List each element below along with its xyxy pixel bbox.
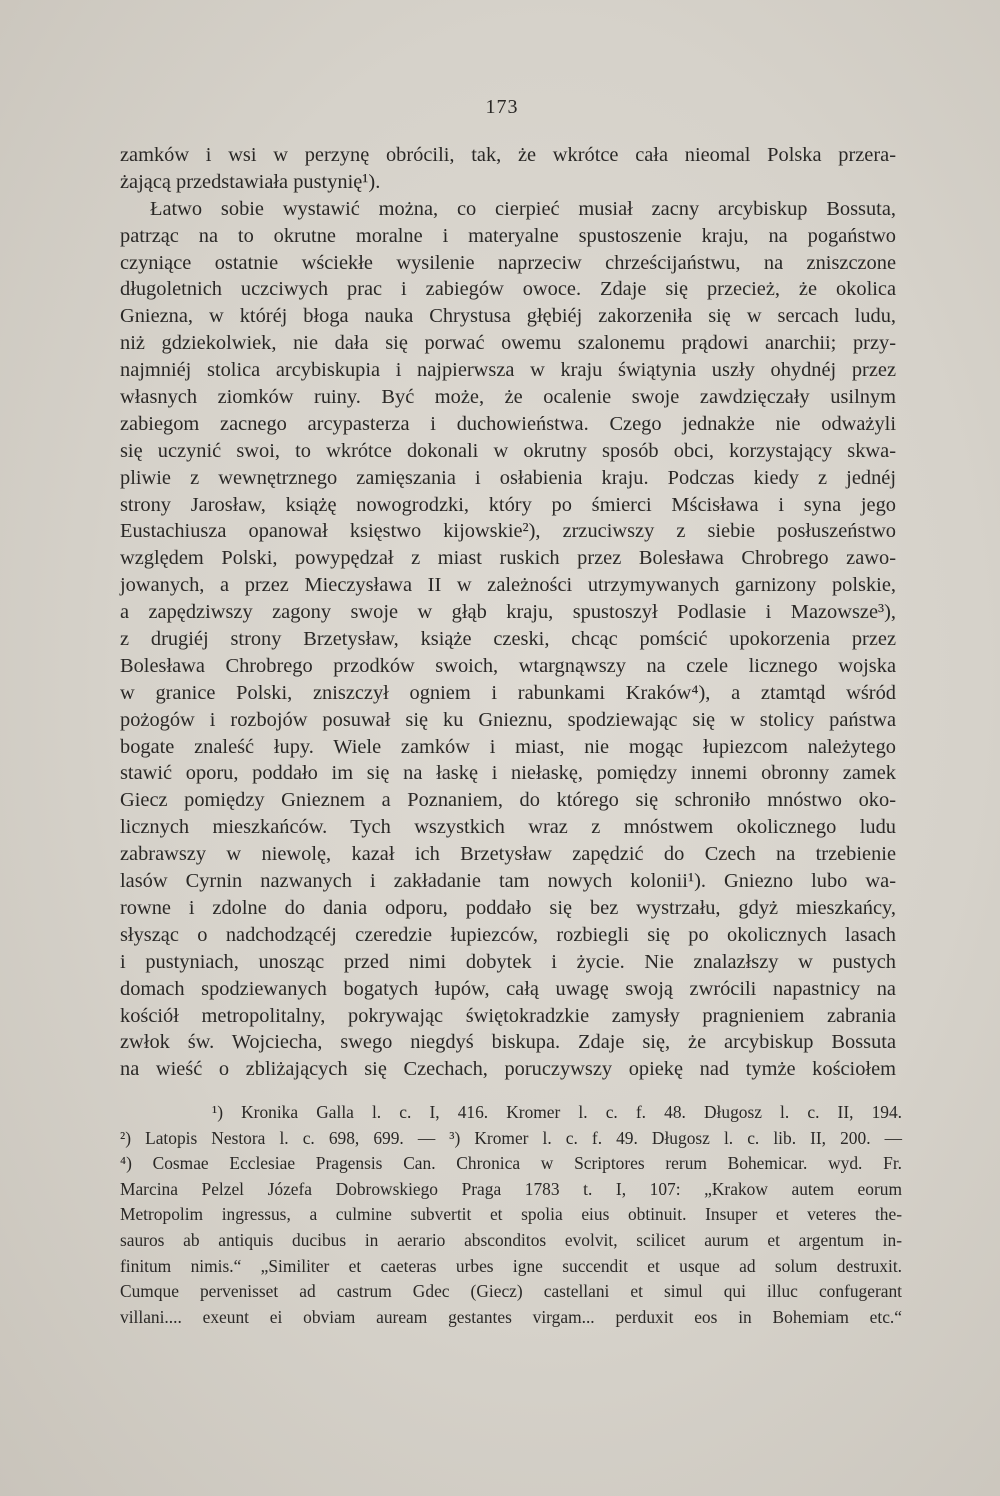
text-line: strony Jarosław, książę nowogrodzki, który po śmierci Mścisława i syna jego [120, 493, 896, 516]
text-line: bogate znaleść łupy. Wiele zamków i miast, nie mogąc łupiezcom należytego [120, 735, 896, 758]
text-line: Eustachiusza opanował księstwo kijowskie²), zrzuciwszy z siebie posłuszeństwo [120, 520, 896, 543]
footnote-line: Cumque pervenisset ad castrum Gdec (Giecz) castellani et simul qui illuc confugerant [120, 1281, 902, 1302]
text-line: Bolesława Chrobrego przodków swoich, wtargnąwszy na czele licznego wojska [120, 654, 896, 677]
text-line: żającą przedstawiała pustynię¹). [120, 170, 381, 193]
footnote-line: Metropolim ingressus, a culmine subvertit et spolia eius obtinuit. Insuper et veteres the- [120, 1204, 902, 1225]
text-line: zabrawszy w niewolę, kazał ich Brzetysław zapędzić do Czech na trzebienie [120, 843, 896, 866]
text-line: licznych mieszkańców. Tych wszystkich wraz z mnóstwem okolicznego ludu [120, 816, 896, 839]
text-line: własnych ziomków ruiny. Być może, że ocalenie swoje zawdzięczały usilnym [120, 386, 896, 409]
text-line: Giecz pomiędzy Gnieznem a Poznaniem, do którego się schroniło mnóstwo oko- [120, 789, 896, 812]
text-line: rowne i zdolne do dania odporu, poddało się bez wystrzału, gdyż mieszkańcy, [120, 896, 896, 919]
text-line: na wieść o zbliżających się Czechach, poruczywszy opiekę nad tymże kościołem [120, 1058, 896, 1081]
text-line: i pustyniach, unosząc przed nimi dobytek i życie. Nie znalazłszy w pustych [120, 950, 896, 973]
text-line: Łatwo sobie wystawić można, co cierpieć musiał zacny arcybiskup Bossuta, [150, 197, 896, 220]
page-number: 173 [485, 96, 519, 118]
text-line: długoletnich uczciwych prac i zabiegów owoce. Zdaje się przecież, że okolica [120, 278, 896, 301]
footnote-line: ¹) Kronika Galla l. c. I, 416. Kromer l. c. f. 48. Długosz l. c. II, 194. [212, 1102, 902, 1122]
text-line: lasów Cyrnin nazwanych i zakładanie tam nowych kolonii¹). Gniezno lubo wa- [120, 870, 896, 893]
text-line: kościół metropolitalny, pokrywając świętokradzkie zamysły pragnieniem zabrania [120, 1004, 896, 1027]
text-line: zabiegom zacnego arcypasterza i duchowieństwa. Czego jednakże nie odważyli [120, 412, 896, 435]
text-line: słysząc o nadchodzącéj czeredzie łupiezców, rozbiegli się po okolicznych lasach [120, 923, 896, 946]
text-line: pliwie z wewnętrznego zamięszania i osłabienia kraju. Podczas kiedy z jednéj [120, 466, 896, 489]
text-line: czyniące ostatnie wściekłe wysilenie naprzeciw chrześcijaństwu, na zniszczone [120, 251, 896, 274]
main-text [120, 142, 896, 1083]
text-line: zamków i wsi w perzynę obrócili, tak, że wkrótce cała nieomal Polska przera- [120, 144, 896, 166]
text-line: pożogów i rozbojów posuwał się ku Gnieznu, spodziewając się w stolicy państwa [120, 708, 896, 731]
footnote-line: ²) Latopis Nestora l. c. 698, 699. — ³) Kromer l. c. f. 49. Długosz l. c. lib. II, 200. — [120, 1127, 902, 1148]
text-line: patrząc na to okrutne moralne i materyalne spustoszenie kraju, na pogaństwo [120, 224, 896, 247]
text-line: stawić oporu, poddało im się na łaskę i niełaskę, pomiędzy innemi obronny zamek [120, 762, 896, 785]
footnote-line: finitum nimis.“ „Similiter et caeteras urbes igne succendit et usque ad solum destruxit. [120, 1255, 902, 1276]
text-line: a zapędziwszy zagony swoje w głąb kraju, spustoszył Podlasie i Mazowsze³), [120, 601, 896, 624]
text-line: Gniezna, w któréj błoga nauka Chrystusa głębiéj zakorzeniła się w sercach ludu, [120, 305, 896, 328]
footnote-line: Marcina Pelzel Józefa Dobrowskiego Praga 1783 t. I, 107: „Krakow autem eorum [120, 1178, 902, 1199]
text-line: w granice Polski, zniszczył ogniem i rabunkami Kraków⁴), a ztamtąd wśród [120, 681, 896, 704]
text-line: jowanych, a przez Mieczysława II w zależności utrzymywanych garnizony polskie, [120, 574, 896, 597]
footnotes [120, 1100, 902, 1330]
text-line: względem Polski, powypędzał z miast ruskich przez Bolesława Chrobrego zawo- [120, 547, 896, 570]
footnote-line: villani.... exeunt ei obviam auream gestantes virgam... perduxit eos in Bohemiam etc.“ [120, 1306, 902, 1327]
footnote-line: sauros ab antiquis ducibus in aerario absconditos evolvit, scilicet aurum et argentum in- [120, 1229, 902, 1250]
text-line: domach spodziewanych bogatych łupów, całą uwagę swoją zwrócili napastnicy na [120, 977, 896, 1000]
text-line: się uczynić swoi, to wkrótce dokonali w okrutny sposób obci, korzystający skwa- [120, 439, 896, 462]
footnote-line: ⁴) Cosmae Ecclesiae Pragensis Can. Chronica w Scriptores rerum Bohemicar. wyd. Fr. [120, 1153, 902, 1174]
text-line: niż gdziekolwiek, nie dała się porwać owemu szalonemu prądowi anarchii; przy- [120, 332, 896, 355]
text-line: zwłok św. Wojciecha, swego niegdyś biskupa. Zdaje się, że arcybiskup Bossuta [120, 1031, 896, 1054]
text-line: najmniéj stolica arcybiskupia i najpierwsza w kraju świątynia uszły ohydnéj przez [120, 359, 896, 382]
text-line: z drugiéj strony Brzetysław, książe czeski, chcąc pomścić upokorzenia przez [120, 628, 896, 651]
